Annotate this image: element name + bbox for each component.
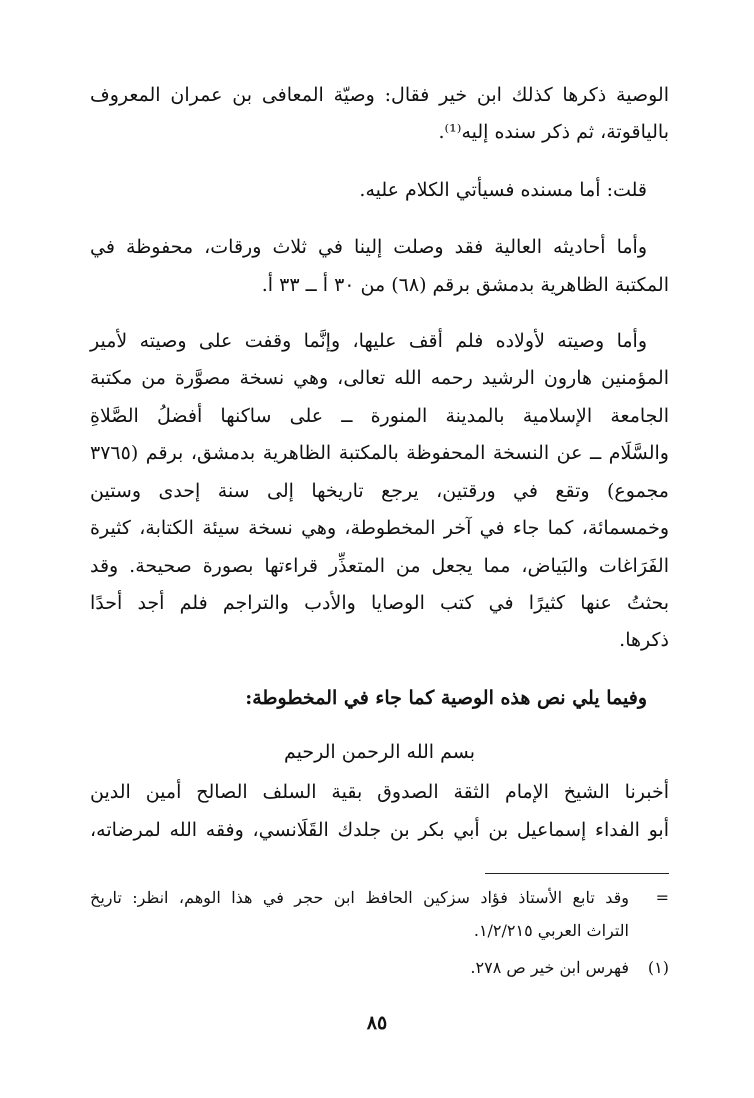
footnote-marker: (١) <box>647 958 669 977</box>
footnote-separator <box>485 873 669 874</box>
text-line: الفَرَاغات والبَياض، مما يجعل من المتعذِّر قراءتها بصورة صحيحة. وقد <box>90 555 669 577</box>
text-line: المؤمنين هارون الرشيد رحمه الله تعالى، وهي نسخة مصوَّرة من مكتبة <box>90 367 669 389</box>
footnote-line: فهرس ابن خير ص ٢٧٨. <box>470 958 629 977</box>
text-line: بالياقوتة، ثم ذكر سنده إليه⁽¹⁾. <box>438 121 669 143</box>
basmala: بسم الله الرحمن الرحيم <box>284 741 475 763</box>
footnote-line: التراث العربي ١/٢/٢١٥. <box>473 921 629 940</box>
text-line: وأما أحاديثه العالية فقد وصلت إلينا في ثلاث ورقات، محفوظة في <box>90 236 647 258</box>
text-line: والسَّلَام ــ عن النسخة المحفوظة بالمكتبة الظاهرية بدمشق، برقم (٣٧٦٥ <box>90 442 669 464</box>
text-line: قلت: أما مسنده فسيأتي الكلام عليه. <box>359 179 647 201</box>
text-line: المكتبة الظاهرية بدمشق برقم (٦٨) من ٣٠ أ ــ ٣٣ أ. <box>261 274 669 296</box>
text-line: مجموع) وتقع في ورقتين، يرجع تاريخها إلى سنة إحدى وستين <box>90 480 669 502</box>
text-line: وأما وصيته لأولاده فلم أقف عليها، وإنَّما وقفت على وصيته لأمير <box>90 330 647 352</box>
text-line: الجامعة الإسلامية بالمدينة المنورة ــ على ساكنها أفضلُ الصَّلاةِ <box>90 405 669 427</box>
page-number: ٨٥ <box>366 1012 388 1034</box>
text-line: بحثتُ عنها كثيرًا في كتب الوصايا والأدب والتراجم فلم أجد أحدًا <box>90 592 669 614</box>
footnote-continuation-mark: = <box>655 888 669 907</box>
footnote-line: وقد تابع الأستاذ فؤاد سزكين الحافظ ابن حجر في هذا الوهم، انظر: تاريخ <box>90 888 629 907</box>
text-line: أخبرنا الشيخ الإمام الثقة الصدوق بقية السلف الصالح أمين الدين <box>90 781 669 803</box>
text-line: الوصية ذكرها كذلك ابن خير فقال: وصيّة المعافى بن عمران المعروف <box>90 84 669 106</box>
section-intro: وفيما يلي نص هذه الوصية كما جاء في المخطوطة: <box>245 687 647 709</box>
text-line: ذكرها. <box>619 629 669 651</box>
text-line: أبو الفداء إسماعيل بن أبي بكر بن جلدك القَلَانسي، وفقه الله لمرضاته، <box>90 819 669 841</box>
text-line: وخمسمائة، كما جاء في آخر المخطوطة، وهي نسخة سيئة الكتابة، كثيرة <box>90 517 669 539</box>
